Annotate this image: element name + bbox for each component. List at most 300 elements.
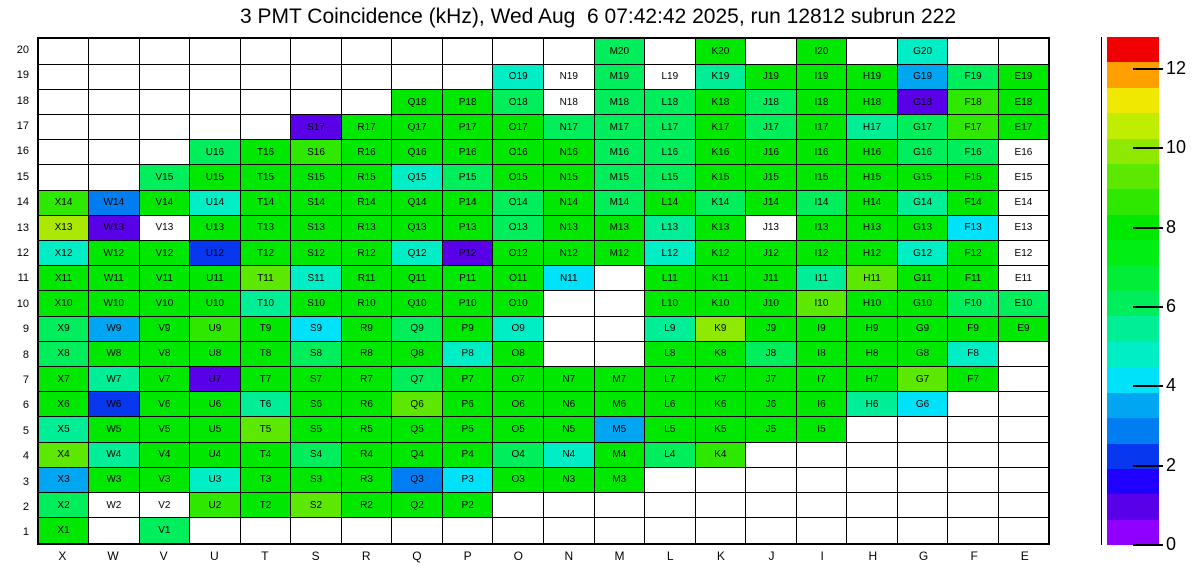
heatmap-cell: K17 xyxy=(695,115,746,140)
heatmap-cell: U15 xyxy=(190,165,241,190)
heatmap-cell: H11 xyxy=(847,266,898,291)
heatmap-cell: U6 xyxy=(190,392,241,417)
heatmap-cell: I7 xyxy=(796,366,847,391)
heatmap-cell: L12 xyxy=(645,241,696,266)
heatmap-cell: M6 xyxy=(594,392,645,417)
heatmap-cell: R4 xyxy=(341,442,392,467)
heatmap-cell: G12 xyxy=(897,241,948,266)
heatmap-cell: U3 xyxy=(190,467,241,492)
heatmap-cell: F9 xyxy=(948,316,999,341)
heatmap-cell: H15 xyxy=(847,165,898,190)
heatmap-cell: I19 xyxy=(796,64,847,89)
col-label: X xyxy=(58,549,67,563)
heatmap-cell: H13 xyxy=(847,215,898,240)
heatmap-cell: M5 xyxy=(594,417,645,442)
heatmap-cell: J5 xyxy=(746,417,797,442)
heatmap-cell: S2 xyxy=(291,492,342,517)
heatmap-cell xyxy=(695,518,746,544)
heatmap-cell xyxy=(645,492,696,517)
heatmap-cell: V8 xyxy=(139,341,190,366)
heatmap-row xyxy=(38,392,1049,417)
heatmap-cell: J17 xyxy=(746,115,797,140)
heatmap-cell xyxy=(746,442,797,467)
heatmap-cell: T10 xyxy=(240,291,291,316)
heatmap-cell: K12 xyxy=(695,241,746,266)
heatmap-cell: F7 xyxy=(948,366,999,391)
heatmap-cell: X3 xyxy=(38,467,89,492)
heatmap-cell: F12 xyxy=(948,241,999,266)
heatmap-cell: V11 xyxy=(139,266,190,291)
heatmap-cell: S9 xyxy=(291,316,342,341)
heatmap-cell: O8 xyxy=(493,341,544,366)
heatmap-cell: Q7 xyxy=(392,366,443,391)
heatmap-cell xyxy=(291,64,342,89)
heatmap-cell: L7 xyxy=(645,366,696,391)
heatmap-cell: G16 xyxy=(897,140,948,165)
heatmap-cell: U4 xyxy=(190,442,241,467)
heatmap-cell: T2 xyxy=(240,492,291,517)
heatmap-cell: X12 xyxy=(38,241,89,266)
colorbar-tick xyxy=(1133,385,1163,387)
col-label: M xyxy=(614,549,625,563)
heatmap-cell: P17 xyxy=(442,115,493,140)
row-label: 15 xyxy=(16,170,29,183)
heatmap-row xyxy=(38,89,1049,114)
heatmap-cell xyxy=(89,64,140,89)
heatmap-cell: R16 xyxy=(341,140,392,165)
heatmap-cell: E17 xyxy=(998,115,1049,140)
heatmap-cell: K8 xyxy=(695,341,746,366)
heatmap-cell: J9 xyxy=(746,316,797,341)
heatmap-row xyxy=(38,492,1049,517)
heatmap-cell xyxy=(190,115,241,140)
heatmap-cell: S7 xyxy=(291,366,342,391)
colorbar-frame-line xyxy=(1101,37,1102,545)
heatmap-cell: T7 xyxy=(240,366,291,391)
heatmap-cell: R3 xyxy=(341,467,392,492)
heatmap-cell: Q14 xyxy=(392,190,443,215)
heatmap-cell: N15 xyxy=(543,165,594,190)
heatmap-cell xyxy=(594,341,645,366)
heatmap-cell xyxy=(493,38,544,64)
heatmap-cell: N18 xyxy=(543,89,594,114)
heatmap-cell: T6 xyxy=(240,392,291,417)
heatmap-cell xyxy=(291,38,342,64)
heatmap-cell xyxy=(240,64,291,89)
heatmap-cell: K6 xyxy=(695,392,746,417)
heatmap-cell: P12 xyxy=(442,241,493,266)
heatmap-cell: Q18 xyxy=(392,89,443,114)
heatmap-cell: X8 xyxy=(38,341,89,366)
heatmap-cell: G19 xyxy=(897,64,948,89)
heatmap-cell: Q16 xyxy=(392,140,443,165)
heatmap-row xyxy=(38,467,1049,492)
heatmap-cell: F10 xyxy=(948,291,999,316)
heatmap-cell: X2 xyxy=(38,492,89,517)
heatmap-cell: I16 xyxy=(796,140,847,165)
heatmap-cell: V2 xyxy=(139,492,190,517)
heatmap-row xyxy=(38,241,1049,266)
heatmap-cell: P15 xyxy=(442,165,493,190)
heatmap-cell xyxy=(998,392,1049,417)
heatmap-cell: H17 xyxy=(847,115,898,140)
heatmap-cell xyxy=(543,518,594,544)
heatmap-cell: R17 xyxy=(341,115,392,140)
heatmap-cell: X7 xyxy=(38,366,89,391)
heatmap-row xyxy=(38,115,1049,140)
col-label: R xyxy=(361,549,371,563)
heatmap-cell: O14 xyxy=(493,190,544,215)
heatmap-cell: R6 xyxy=(341,392,392,417)
heatmap-cell xyxy=(493,492,544,517)
colorbar-tick xyxy=(1133,465,1163,467)
heatmap-cell: V10 xyxy=(139,291,190,316)
row-label: 10 xyxy=(16,297,29,310)
heatmap-cell: Q3 xyxy=(392,467,443,492)
heatmap-cell: Q8 xyxy=(392,341,443,366)
heatmap-cell: T14 xyxy=(240,190,291,215)
col-label: L xyxy=(666,549,674,563)
heatmap-cell: K15 xyxy=(695,165,746,190)
heatmap-cell: L18 xyxy=(645,89,696,114)
heatmap-cell: O6 xyxy=(493,392,544,417)
heatmap-cell: M7 xyxy=(594,366,645,391)
heatmap-cell: O18 xyxy=(493,89,544,114)
row-label: 20 xyxy=(16,43,29,56)
heatmap-cell: Q9 xyxy=(392,316,443,341)
heatmap-cell: L19 xyxy=(645,64,696,89)
col-label: F xyxy=(970,549,978,563)
heatmap-cell: E14 xyxy=(998,190,1049,215)
colorbar-band xyxy=(1107,418,1159,443)
heatmap-cell: G13 xyxy=(897,215,948,240)
heatmap-cell xyxy=(543,291,594,316)
heatmap-cell: P4 xyxy=(442,442,493,467)
colorbar-band xyxy=(1107,266,1159,291)
heatmap-cell: N11 xyxy=(543,266,594,291)
heatmap-cell: I11 xyxy=(796,266,847,291)
heatmap-cell: U7 xyxy=(190,366,241,391)
heatmap-row xyxy=(38,190,1049,215)
heatmap-cell xyxy=(695,467,746,492)
heatmap-cell: U5 xyxy=(190,417,241,442)
heatmap-cell xyxy=(190,89,241,114)
heatmap-cell xyxy=(796,442,847,467)
heatmap-cell: G6 xyxy=(897,392,948,417)
heatmap-cell xyxy=(594,316,645,341)
heatmap-cell: I13 xyxy=(796,215,847,240)
heatmap-cell: W9 xyxy=(89,316,140,341)
heatmap-cell: K19 xyxy=(695,64,746,89)
colorbar-band xyxy=(1107,316,1159,341)
row-label: 8 xyxy=(22,348,29,361)
heatmap-cell: K18 xyxy=(695,89,746,114)
heatmap-cell: S5 xyxy=(291,417,342,442)
col-label: W xyxy=(107,549,119,563)
heatmap-cell: G9 xyxy=(897,316,948,341)
row-label: 4 xyxy=(22,450,29,463)
col-label: V xyxy=(159,549,168,563)
heatmap-cell: P5 xyxy=(442,417,493,442)
col-label: E xyxy=(1020,549,1029,563)
heatmap-cell xyxy=(240,38,291,64)
heatmap-cell: J18 xyxy=(746,89,797,114)
colorbar-band xyxy=(1107,139,1159,164)
heatmap-cell xyxy=(341,64,392,89)
col-label: O xyxy=(513,549,523,563)
heatmap-cell: F16 xyxy=(948,140,999,165)
heatmap-cell: P14 xyxy=(442,190,493,215)
heatmap-cell: U12 xyxy=(190,241,241,266)
heatmap-cell: L8 xyxy=(645,341,696,366)
heatmap-cell: P18 xyxy=(442,89,493,114)
heatmap-cell: Q4 xyxy=(392,442,443,467)
heatmap-cell: R8 xyxy=(341,341,392,366)
heatmap-cell xyxy=(695,492,746,517)
heatmap-cell: H16 xyxy=(847,140,898,165)
heatmap-cell: V15 xyxy=(139,165,190,190)
heatmap-cell: X1 xyxy=(38,518,89,544)
heatmap-cell xyxy=(392,518,443,544)
heatmap-cell: R7 xyxy=(341,366,392,391)
heatmap-cell xyxy=(38,89,89,114)
row-label: 17 xyxy=(16,119,29,132)
heatmap-cell: X6 xyxy=(38,392,89,417)
col-label: P xyxy=(463,549,472,563)
heatmap-cell: P6 xyxy=(442,392,493,417)
colorbar-band xyxy=(1107,62,1159,87)
row-label: 13 xyxy=(16,221,29,234)
heatmap-cell: F15 xyxy=(948,165,999,190)
heatmap-cell: P8 xyxy=(442,341,493,366)
col-label: U xyxy=(209,549,219,563)
row-label: 6 xyxy=(22,399,29,412)
heatmap-cell: F18 xyxy=(948,89,999,114)
heatmap-cell: W8 xyxy=(89,341,140,366)
heatmap-cell: L10 xyxy=(645,291,696,316)
heatmap-cell: I20 xyxy=(796,38,847,64)
heatmap-cell: T9 xyxy=(240,316,291,341)
heatmap-cell xyxy=(543,316,594,341)
heatmap-cell: L11 xyxy=(645,266,696,291)
heatmap-cell: O4 xyxy=(493,442,544,467)
col-label: T xyxy=(261,549,269,563)
heatmap-cell: R11 xyxy=(341,266,392,291)
heatmap-cell: W12 xyxy=(89,241,140,266)
heatmap-cell: S16 xyxy=(291,140,342,165)
heatmap-cell: X9 xyxy=(38,316,89,341)
heatmap-cell: X14 xyxy=(38,190,89,215)
colorbar-tick-label: 2 xyxy=(1166,454,1177,475)
row-label: 2 xyxy=(22,501,29,514)
heatmap-cell: P9 xyxy=(442,316,493,341)
heatmap-cell: W14 xyxy=(89,190,140,215)
heatmap-cell: V7 xyxy=(139,366,190,391)
heatmap-cell: E16 xyxy=(998,140,1049,165)
heatmap-cell: W10 xyxy=(89,291,140,316)
heatmap-cell: T16 xyxy=(240,140,291,165)
heatmap-cell xyxy=(38,38,89,64)
heatmap-cell: M20 xyxy=(594,38,645,64)
heatmap-cell: H14 xyxy=(847,190,898,215)
heatmap-cell: V5 xyxy=(139,417,190,442)
heatmap-cell: O7 xyxy=(493,366,544,391)
heatmap-row xyxy=(38,266,1049,291)
heatmap-cell: E9 xyxy=(998,316,1049,341)
colorbar-band xyxy=(1107,393,1159,418)
row-label: 14 xyxy=(16,196,29,209)
heatmap-cell xyxy=(998,492,1049,517)
heatmap-row xyxy=(38,316,1049,341)
x-axis-column-labels xyxy=(37,549,1050,563)
heatmap-cell: W11 xyxy=(89,266,140,291)
heatmap-cell xyxy=(998,366,1049,391)
heatmap-cell: M18 xyxy=(594,89,645,114)
heatmap-cell: L6 xyxy=(645,392,696,417)
heatmap-cell xyxy=(847,417,898,442)
heatmap-cell: P16 xyxy=(442,140,493,165)
colorbar-band xyxy=(1107,189,1159,214)
heatmap-cell: O15 xyxy=(493,165,544,190)
heatmap-cell: P10 xyxy=(442,291,493,316)
heatmap-cell: I12 xyxy=(796,241,847,266)
heatmap-cell: P2 xyxy=(442,492,493,517)
heatmap-cell: T11 xyxy=(240,266,291,291)
heatmap-cell: N14 xyxy=(543,190,594,215)
heatmap-cell: U9 xyxy=(190,316,241,341)
heatmap-grid xyxy=(37,37,1050,545)
heatmap-cell: F13 xyxy=(948,215,999,240)
heatmap-cell: R10 xyxy=(341,291,392,316)
heatmap-cell: N5 xyxy=(543,417,594,442)
heatmap-cell: J6 xyxy=(746,392,797,417)
heatmap-cell: H10 xyxy=(847,291,898,316)
heatmap-cell: S3 xyxy=(291,467,342,492)
heatmap-row xyxy=(38,291,1049,316)
heatmap-cell xyxy=(341,38,392,64)
heatmap-cell: H18 xyxy=(847,89,898,114)
heatmap-cell xyxy=(392,64,443,89)
colorbar-tick-label: 4 xyxy=(1166,375,1177,396)
heatmap-cell: F11 xyxy=(948,266,999,291)
heatmap-cell xyxy=(746,38,797,64)
heatmap-cell: N19 xyxy=(543,64,594,89)
heatmap-cell: M15 xyxy=(594,165,645,190)
heatmap-cell: Q10 xyxy=(392,291,443,316)
colorbar-tick xyxy=(1133,306,1163,308)
heatmap-cell xyxy=(89,165,140,190)
col-label: Q xyxy=(412,549,422,563)
heatmap-plot xyxy=(37,37,1050,545)
heatmap-cell: Q11 xyxy=(392,266,443,291)
heatmap-cell: S15 xyxy=(291,165,342,190)
heatmap-cell: O10 xyxy=(493,291,544,316)
heatmap-cell: R12 xyxy=(341,241,392,266)
heatmap-cell: N17 xyxy=(543,115,594,140)
row-label: 7 xyxy=(22,373,29,386)
heatmap-cell: J8 xyxy=(746,341,797,366)
heatmap-cell: O13 xyxy=(493,215,544,240)
heatmap-cell: N4 xyxy=(543,442,594,467)
row-label: 16 xyxy=(16,145,29,158)
heatmap-cell: X11 xyxy=(38,266,89,291)
heatmap-cell xyxy=(847,38,898,64)
heatmap-cell: F8 xyxy=(948,341,999,366)
heatmap-cell: Q13 xyxy=(392,215,443,240)
heatmap-cell: S13 xyxy=(291,215,342,240)
heatmap-cell: M14 xyxy=(594,190,645,215)
heatmap-cell xyxy=(948,492,999,517)
heatmap-cell xyxy=(948,518,999,544)
heatmap-cell xyxy=(139,115,190,140)
heatmap-cell: M17 xyxy=(594,115,645,140)
heatmap-row xyxy=(38,366,1049,391)
heatmap-cell: W7 xyxy=(89,366,140,391)
colorbar-tick xyxy=(1133,147,1163,149)
heatmap-cell: V6 xyxy=(139,392,190,417)
heatmap-row xyxy=(38,341,1049,366)
heatmap-cell: Q15 xyxy=(392,165,443,190)
col-label: K xyxy=(716,549,725,563)
heatmap-cell: N7 xyxy=(543,366,594,391)
heatmap-cell xyxy=(847,518,898,544)
heatmap-cell xyxy=(442,518,493,544)
heatmap-cell xyxy=(442,38,493,64)
heatmap-cell xyxy=(796,467,847,492)
colorbar-band xyxy=(1107,291,1159,316)
heatmap-cell: J15 xyxy=(746,165,797,190)
heatmap-cell: W4 xyxy=(89,442,140,467)
heatmap-cell: R9 xyxy=(341,316,392,341)
heatmap-cell: R14 xyxy=(341,190,392,215)
heatmap-cell: J19 xyxy=(746,64,797,89)
heatmap-row xyxy=(38,417,1049,442)
heatmap-cell: I9 xyxy=(796,316,847,341)
heatmap-cell: S11 xyxy=(291,266,342,291)
heatmap-cell: I8 xyxy=(796,341,847,366)
heatmap-cell: Q5 xyxy=(392,417,443,442)
heatmap-cell: I15 xyxy=(796,165,847,190)
heatmap-cell: H8 xyxy=(847,341,898,366)
heatmap-cell xyxy=(897,442,948,467)
heatmap-cell: G14 xyxy=(897,190,948,215)
heatmap-cell: H9 xyxy=(847,316,898,341)
col-label: G xyxy=(918,549,929,563)
heatmap-cell: K5 xyxy=(695,417,746,442)
heatmap-cell: E15 xyxy=(998,165,1049,190)
heatmap-cell xyxy=(493,518,544,544)
heatmap-cell: M4 xyxy=(594,442,645,467)
heatmap-cell xyxy=(998,518,1049,544)
heatmap-cell: J7 xyxy=(746,366,797,391)
heatmap-cell: V14 xyxy=(139,190,190,215)
heatmap-cell: O3 xyxy=(493,467,544,492)
heatmap-cell xyxy=(89,140,140,165)
heatmap-cell: X5 xyxy=(38,417,89,442)
heatmap-cell: K4 xyxy=(695,442,746,467)
heatmap-row xyxy=(38,38,1049,64)
heatmap-cell: L5 xyxy=(645,417,696,442)
heatmap-cell: P7 xyxy=(442,366,493,391)
heatmap-cell: O5 xyxy=(493,417,544,442)
heatmap-cell: L13 xyxy=(645,215,696,240)
heatmap-cell xyxy=(240,89,291,114)
heatmap-cell xyxy=(190,64,241,89)
heatmap-cell: M16 xyxy=(594,140,645,165)
heatmap-cell xyxy=(38,115,89,140)
row-label: 18 xyxy=(16,94,29,107)
heatmap-cell: X10 xyxy=(38,291,89,316)
